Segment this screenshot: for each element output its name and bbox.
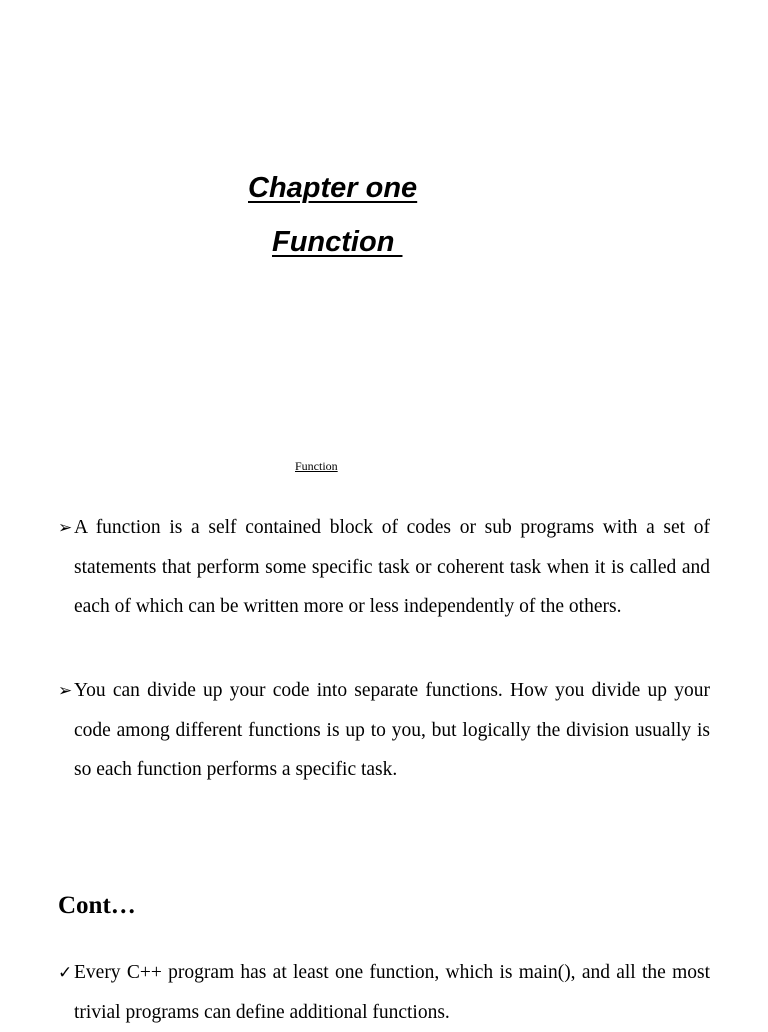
arrow-bullet-icon: ➢	[58, 681, 73, 701]
bullet-paragraph-divide	[58, 671, 710, 789]
bullet-text: A function is a self contained block of codes or sub programs with a set of statements that perform some specific task or coherent task when it is called and each of which can be written more or less independently of the others.	[74, 517, 710, 617]
section-caption: Function	[295, 459, 338, 473]
chapter-title: Chapter one	[248, 172, 418, 204]
check-bullet-paragraph-main	[58, 953, 710, 1032]
bullet-text: Every C++ program has at least one function, which is main(), and all the most trivial programs can define additional functions.	[74, 962, 710, 1023]
bullet-text: You can divide up your code into separate functions. How you divide up your code among different functions is up to you, but logically the division usually is so each function performs a specific task.	[74, 680, 710, 780]
cont-heading: Cont…	[58, 892, 136, 919]
bullet-paragraph-definition	[58, 508, 710, 626]
chapter-subtitle: Function	[272, 226, 403, 258]
arrow-bullet-icon: ➢	[58, 518, 73, 538]
checkmark-bullet-icon: ✓	[58, 963, 73, 983]
